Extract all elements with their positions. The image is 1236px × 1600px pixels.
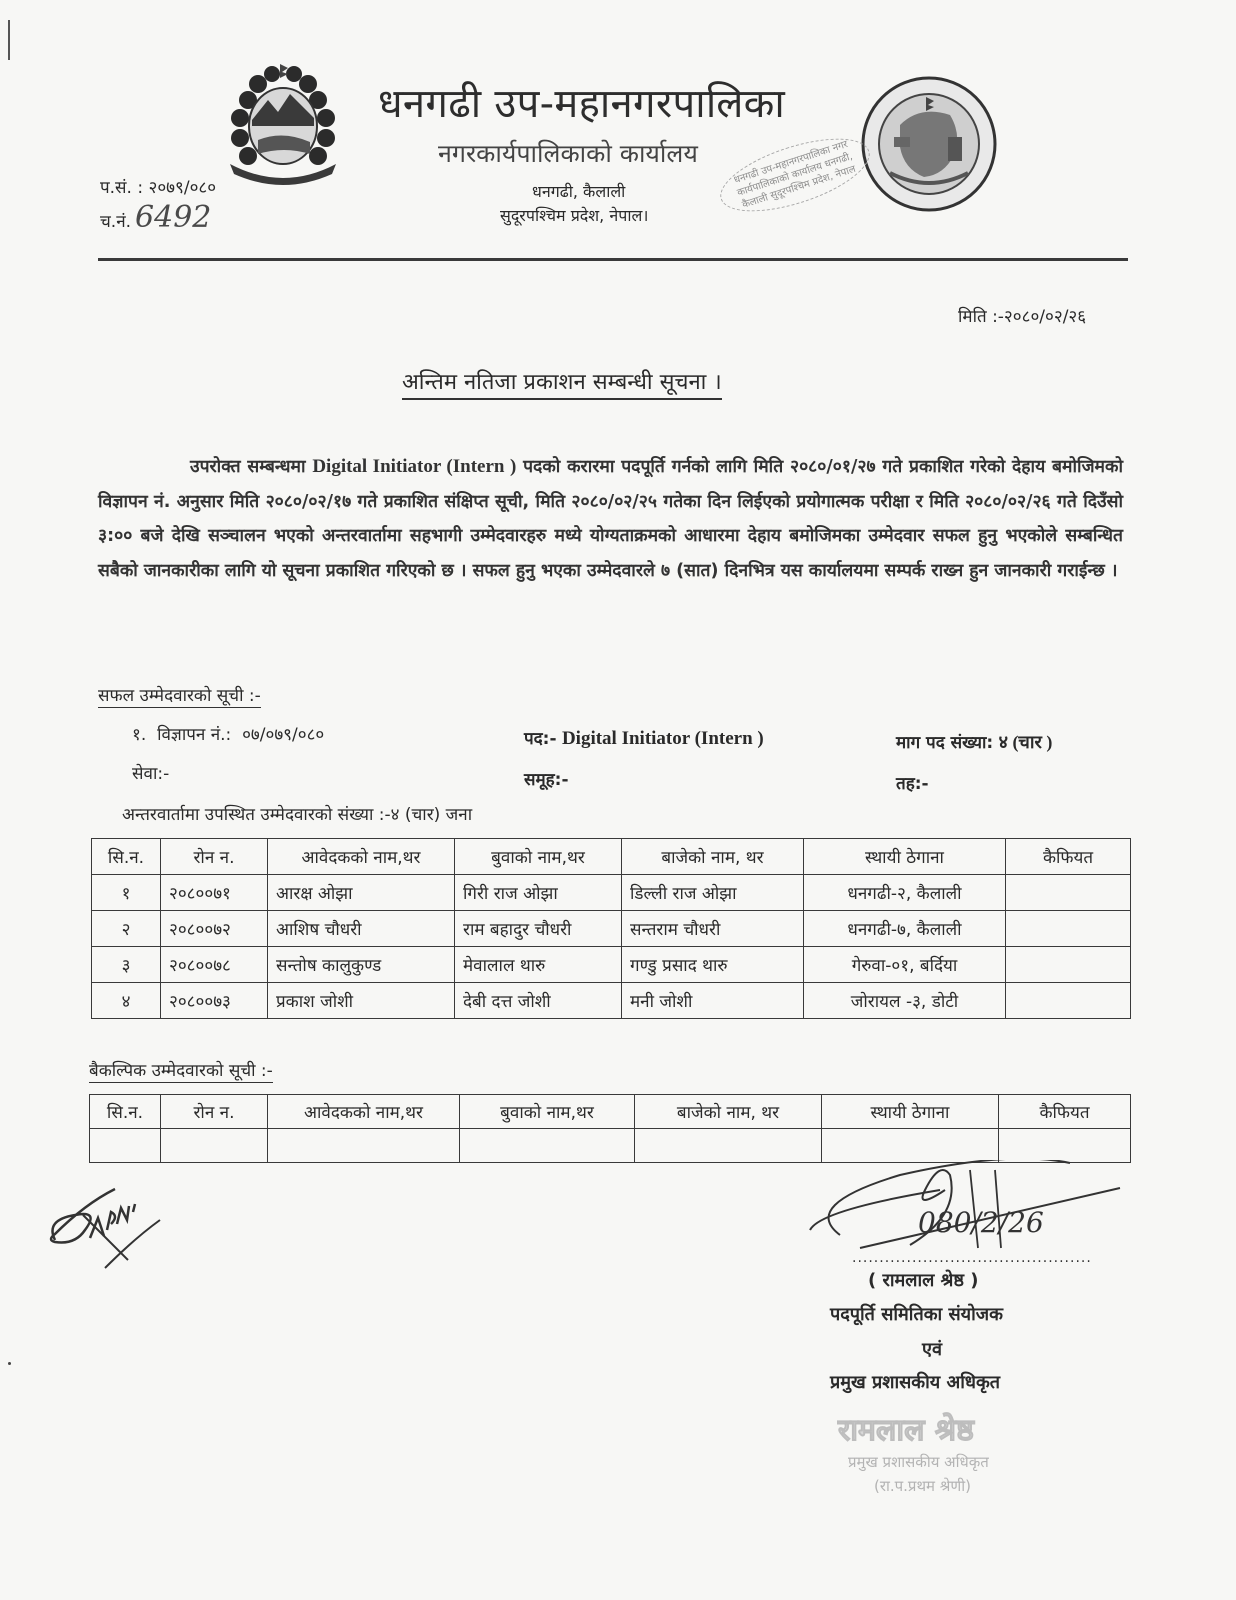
- cell-serial: १: [92, 875, 161, 911]
- col-serial: सि.न.: [92, 839, 161, 875]
- cell-roll: [161, 1129, 268, 1163]
- demand-value: ४ (चार ): [998, 732, 1053, 752]
- table-row: [92, 911, 1131, 947]
- service-label: सेवा:-: [132, 764, 170, 784]
- cell-serial: [90, 1129, 161, 1163]
- cell-serial: २: [92, 911, 161, 947]
- col-address: स्थायी ठेगाना: [804, 839, 1006, 875]
- municipality-name: धनगढी उप-महानगरपालिका: [378, 81, 786, 127]
- initials-signature: [45, 1180, 175, 1270]
- header-divider: [98, 258, 1128, 261]
- post-row: [524, 726, 764, 750]
- dispatch-number: 6492: [135, 200, 212, 235]
- ad-number-row: [132, 722, 324, 745]
- fiscal-year: प.सं. : २०७९/०८०: [100, 178, 217, 198]
- post-label: पद:-: [524, 729, 557, 749]
- cell-address: धनगढी-२, कैलाली: [804, 875, 1006, 911]
- body-post-name: Digital Initiator (Intern ): [312, 456, 517, 477]
- cell-remarks: [1006, 983, 1131, 1019]
- dispatch-label: च.नं.: [100, 212, 132, 232]
- cell-grandfather: मनी जोशी: [622, 983, 804, 1019]
- level-label: तह:-: [896, 774, 929, 794]
- cell-roll: २०८००७२: [161, 911, 268, 947]
- notice-date: मिति :-२०८०/०२/२६: [958, 307, 1087, 327]
- successful-list-heading: सफल उम्मेदवारको सूची :-: [98, 683, 261, 708]
- cell-roll: २०८००७३: [161, 983, 268, 1019]
- table-row: [92, 875, 1131, 911]
- table-header-row: [90, 1095, 1131, 1129]
- cell-father: गिरी राज ओझा: [455, 875, 622, 911]
- cell-applicant: आशिष चौधरी: [268, 911, 455, 947]
- alternate-candidates-table: [89, 1094, 1131, 1163]
- cell-grandfather: गण्डु प्रसाद थारु: [622, 947, 804, 983]
- office-stamp: धनगढी उप-महानगरपालिका नगर कार्यपालिकाको कार्यालय धनगढी, कैलाली सुदूरपश्चिम प्रदेश, नेपाल: [712, 124, 878, 226]
- col-remarks: कैफियत: [1006, 839, 1131, 875]
- cell-roll: २०८००७८: [161, 947, 268, 983]
- cell-address: धनगढी-७, कैलाली: [804, 911, 1006, 947]
- signature-line: ............................................: [852, 1250, 1092, 1266]
- col-applicant: आवेदकको नाम,थर: [268, 839, 455, 875]
- demand-label: माग पद संख्या:: [896, 733, 994, 753]
- body-text-2: पदको करारमा पदपूर्ति गर्नको लागि मिति २०८०/०१/२७ गते प्रकाशित गरेको देहाय बमोजिमको विज्ञापन नं. अनुसार मिति २०८०/०२/१७ गते प्रकाशित संक्षिप्त सूची, मिति २०८०/०२/२५ गतेका दिन लिईएको प्रयोगात्मक परीक्षा र मिति २०८०/०२/२६ गते दिउँसो ३:०० बजे देखि सञ्चालन भएको अन्तरवार्तामा सहभागी उम्मेदवारहरु मध्ये योग्यताक्रमको आधारमा देहाय बमोजिमका उम्मेदवार सफल हुनु भएकोले सम्बन्धित सबैको जानकारीका लागि यो सूचना प्रकाशित गरिएको छ । सफल हुनु भएका उम्मेदवारले ७ (सात) दिनभित्र यस कार्यालयमा सम्पर्क राख्न हुन जानकारी गराईन्छ ।: [98, 457, 1123, 581]
- ad-label: विज्ञापन नं.:: [157, 725, 232, 745]
- cell-father: मेवालाल थारु: [455, 947, 622, 983]
- name-stamp-title: प्रमुख प्रशासकीय अधिकृत: [848, 1453, 989, 1471]
- cell-address: जोरायल -३, डोटी: [804, 983, 1006, 1019]
- notice-title: अन्तिम नतिजा प्रकाशन सम्बन्धी सूचना ।: [402, 366, 722, 400]
- table-row-empty: [90, 1129, 1131, 1163]
- cell-roll: २०८००७१: [161, 875, 268, 911]
- col-serial: सि.न.: [90, 1095, 161, 1129]
- cell-remarks: [1006, 911, 1131, 947]
- alternate-list-heading: बैकल्पिक उम्मेदवारको सूची :-: [89, 1058, 273, 1083]
- nepal-emblem-icon: [218, 60, 348, 186]
- cell-applicant: सन्तोष कालुकुण्ड: [268, 947, 455, 983]
- col-grandfather: बाजेको नाम, थर: [622, 839, 804, 875]
- table-row: [92, 947, 1131, 983]
- successful-candidates-table: [91, 838, 1131, 1019]
- cell-applicant: प्रकाश जोशी: [268, 983, 455, 1019]
- address-line-2: सुदूरपश्चिम प्रदेश, नेपाल।: [500, 206, 649, 225]
- col-father: बुवाको नाम,थर: [455, 839, 622, 875]
- group-label: समूह:-: [524, 770, 569, 790]
- cell-grandfather: डिल्ली राज ओझा: [622, 875, 804, 911]
- cell-grandfather: सन्तराम चौधरी: [622, 911, 804, 947]
- cell-serial: ४: [92, 983, 161, 1019]
- name-stamp-grade: (रा.प.प्रथम श्रेणी): [874, 1477, 971, 1495]
- ad-number: ०७/०७९/०८०: [242, 725, 325, 745]
- table-header-row: [92, 839, 1131, 875]
- ad-index: १.: [132, 725, 147, 745]
- cell-applicant: [268, 1129, 460, 1163]
- col-applicant: आवेदकको नाम,थर: [268, 1095, 460, 1129]
- cell-address: [822, 1129, 999, 1163]
- signatory-name: ( रामलाल श्रेष्ठ ): [868, 1270, 979, 1291]
- cell-father: देबी दत्त जोशी: [455, 983, 622, 1019]
- post-value: Digital Initiator (Intern ): [561, 728, 764, 749]
- notice-body: [98, 450, 1123, 588]
- cell-remarks: [1006, 875, 1131, 911]
- cell-remarks: [1006, 947, 1131, 983]
- col-grandfather: बाजेको नाम, थर: [635, 1095, 822, 1129]
- demand-row: [896, 730, 1052, 754]
- cell-father: [460, 1129, 635, 1163]
- col-remarks: कैफियत: [999, 1095, 1131, 1129]
- office-name: नगरकार्यपालिकाको कार्यालय: [438, 139, 698, 168]
- cell-applicant: आरक्ष ओझा: [268, 875, 455, 911]
- table-row: [92, 983, 1131, 1019]
- cell-grandfather: [635, 1129, 822, 1163]
- cell-remarks: [999, 1129, 1131, 1163]
- municipality-seal-icon: [860, 75, 998, 213]
- signature-date: 080/2/26: [918, 1206, 1044, 1239]
- col-roll: रोन न.: [161, 839, 268, 875]
- body-text-1: उपरोक्त सम्बन्धमा: [190, 457, 313, 477]
- signatory-role-2: प्रमुख प्रशासकीय अधिकृत: [830, 1372, 1001, 1393]
- scan-edge: [8, 20, 10, 60]
- address-line-1: धनगढी, कैलाली: [532, 182, 626, 201]
- signatory-role-1: पदपूर्ति समितिका संयोजक: [830, 1304, 1003, 1325]
- cell-serial: ३: [92, 947, 161, 983]
- name-stamp-name: रामलाल श्रेष्ठ: [838, 1413, 974, 1448]
- cell-address: गेरुवा-०१, बर्दिया: [804, 947, 1006, 983]
- col-father: बुवाको नाम,थर: [460, 1095, 635, 1129]
- scan-speck: [8, 1362, 11, 1365]
- attendance-count: अन्तरवार्तामा उपस्थित उम्मेदवारको संख्या :-४ (चार) जना: [122, 805, 473, 825]
- signatory-and: एवं: [922, 1339, 942, 1360]
- col-address: स्थायी ठेगाना: [822, 1095, 999, 1129]
- col-roll: रोन न.: [161, 1095, 268, 1129]
- dispatch-number-row: [100, 200, 211, 235]
- cell-father: राम बहादुर चौधरी: [455, 911, 622, 947]
